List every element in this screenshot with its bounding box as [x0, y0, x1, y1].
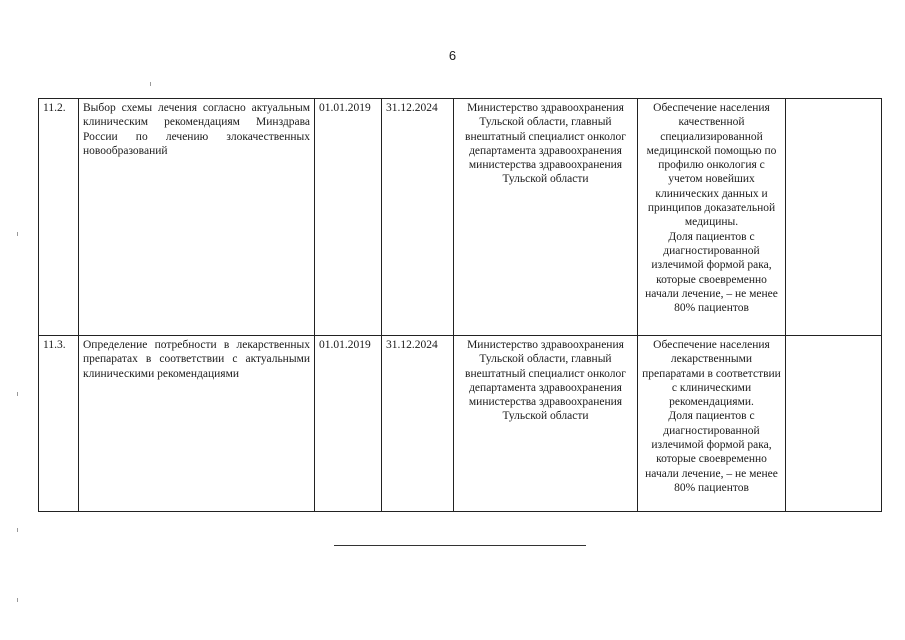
scan-speck: [17, 232, 18, 236]
result-text: Обеспечение населения качественной специализированной медицинской помощью по профилю онкология с учетом новейших клинических данных и принципов доказательной медицины.: [646, 102, 777, 229]
action-description: Определение потребности в лекарственных препаратах в соответствии с актуальными клиническими рекомендациями: [79, 336, 315, 512]
item-number: 11.2.: [39, 99, 79, 336]
scan-speck: [17, 392, 18, 396]
end-date: 31.12.2024: [382, 99, 454, 336]
table-row: [39, 336, 882, 512]
scan-speck: [17, 598, 18, 602]
expected-result: [638, 336, 786, 512]
expected-result: [638, 99, 786, 336]
responsible-party: Министерство здравоохранения Тульской области, главный внештатный специалист онколог департамента здравоохранения министерства здравоохранения Тульской области: [454, 336, 638, 512]
result-indicator: Доля пациентов с диагностированной излечимой формой рака, которые своевременно начали лечение, – не менее 80% пациентов: [645, 230, 778, 315]
action-description: Выбор схемы лечения согласно актуальным клиническим рекомендациям Минздрава России по лечению злокачественных новообразований: [79, 99, 315, 336]
item-number: 11.3.: [39, 336, 79, 512]
page-number: 6: [448, 48, 457, 63]
scan-speck: [17, 528, 18, 532]
start-date: 01.01.2019: [315, 99, 382, 336]
start-date: 01.01.2019: [315, 336, 382, 512]
scan-speck: [150, 82, 151, 86]
end-date: 31.12.2024: [382, 336, 454, 512]
result-text: Обеспечение населения лекарственными препаратами в соответствии с клиническими рекомендациями.: [642, 339, 781, 409]
end-of-document-line: [334, 545, 586, 546]
note-cell: [786, 336, 882, 512]
note-cell: [786, 99, 882, 336]
result-indicator: Доля пациентов с диагностированной излечимой формой рака, которые своевременно начали лечение, – не менее 80% пациентов: [645, 410, 778, 494]
responsible-party: Министерство здравоохранения Тульской области, главный внештатный специалист онколог департамента здравоохранения министерства здравоохранения Тульской области: [454, 99, 638, 336]
measures-table: [38, 98, 882, 512]
table-row: [39, 99, 882, 336]
